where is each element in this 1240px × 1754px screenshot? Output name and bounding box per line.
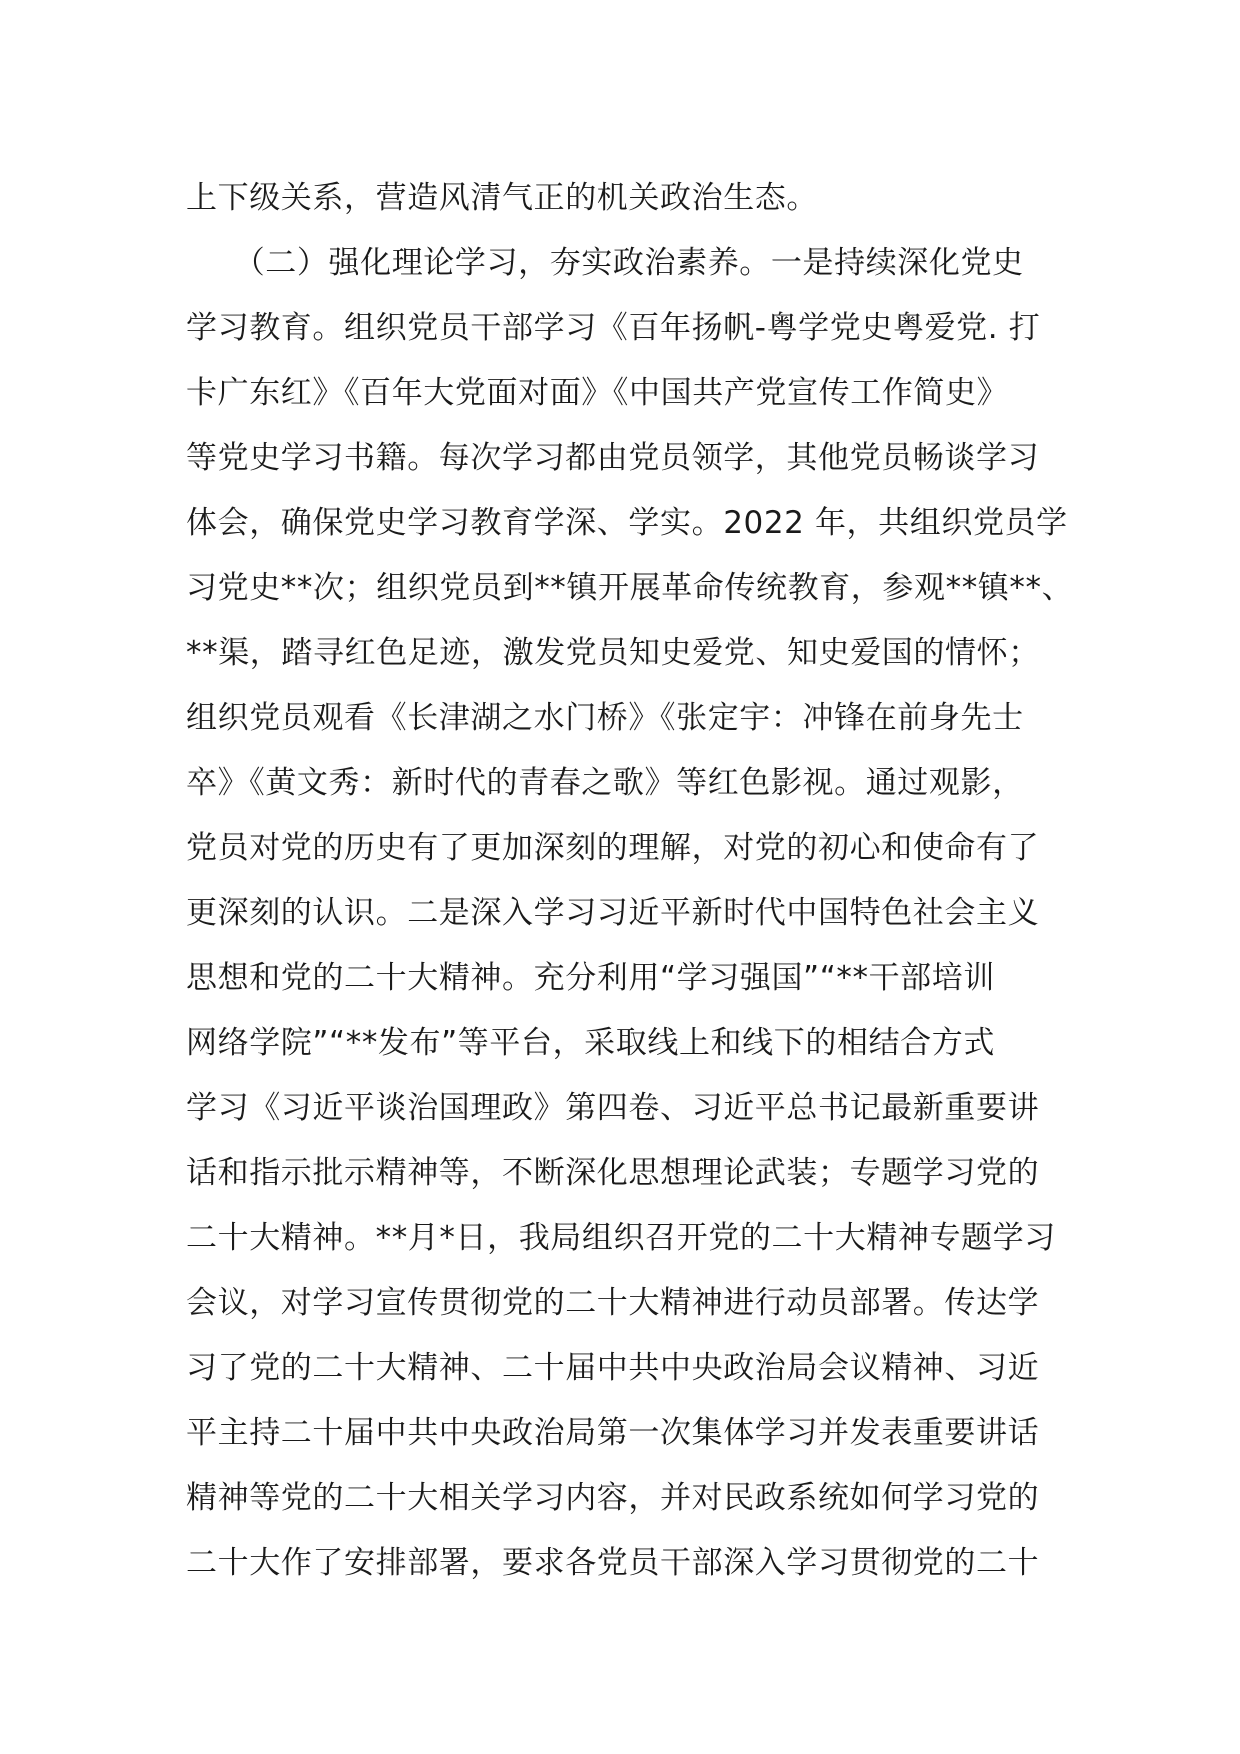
text-line: 习了党的二十大精神、二十届中共中央政治局会议精神、习近 [186, 1350, 1040, 1386]
text-line: 卡广东红》《百年大党面对面》《中国共产党宣传工作简史》 [186, 375, 1009, 411]
text-line: 二十大作了安排部署，要求各党员干部深入学习贯彻党的二十 [186, 1545, 1040, 1581]
text-line: 更深刻的认识。二是深入学习习近平新时代中国特色社会主义 [186, 895, 1040, 931]
text-line: **渠，踏寻红色足迹，激发党员知史爱党、知史爱国的情怀； [186, 635, 1040, 671]
text-line: 体会，确保党史学习教育学深、学实。2022 年，共组织党员学 [186, 505, 1068, 541]
text-line: 精神等党的二十大相关学习内容，并对民政系统如何学习党的 [186, 1480, 1040, 1516]
body-text [186, 166, 1076, 1596]
text-line: 卒》《黄文秀：新时代的青春之歌》等红色影视。通过观影， [186, 765, 1024, 801]
text-line: 平主持二十届中共中央政治局第一次集体学习并发表重要讲话 [186, 1415, 1040, 1451]
text-line: 上下级关系，营造风清气正的机关政治生态。 [186, 180, 818, 216]
text-line: 学习《习近平谈治国理政》第四卷、习近平总书记最新重要讲 [186, 1090, 1040, 1126]
text-line: 学习教育。组织党员干部学习《百年扬帆-粤学党史粤爱党. 打 [186, 310, 1041, 346]
text-line: 话和指示批示精神等，不断深化思想理论武装；专题学习党的 [186, 1155, 1040, 1191]
text-line: 网络学院”“**发布”等平台，采取线上和线下的相结合方式 [186, 1025, 995, 1061]
text-line: （二）强化理论学习，夯实政治素养。一是持续深化党史 [186, 245, 1024, 281]
text-line: 组织党员观看《长津湖之水门桥》《张定宇：冲锋在前身先士 [186, 700, 1024, 736]
text-line: 党员对党的历史有了更加深刻的理解，对党的初心和使命有了 [186, 830, 1040, 866]
text-line: 习党史**次；组织党员到**镇开展革命传统教育，参观**镇**、 [186, 570, 1074, 606]
text-line: 思想和党的二十大精神。充分利用“学习强国”“**干部培训 [186, 960, 995, 996]
text-line: 二十大精神。**月*日，我局组织召开党的二十大精神专题学习 [186, 1220, 1056, 1256]
text-line: 等党史学习书籍。每次学习都由党员领学，其他党员畅谈学习 [186, 440, 1040, 476]
text-line: 会议，对学习宣传贯彻党的二十大精神进行动员部署。传达学 [186, 1285, 1040, 1321]
